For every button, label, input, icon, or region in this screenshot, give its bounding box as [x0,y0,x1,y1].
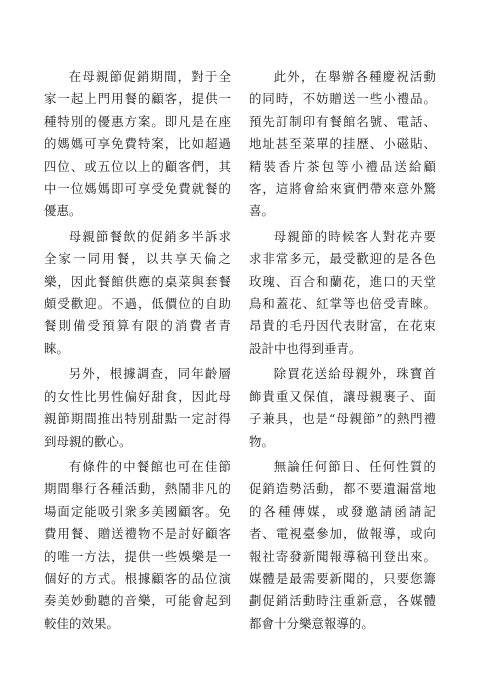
paragraph-events: 有條件的中餐館也可在佳節期間舉行各種活動，熱鬧非凡的場面定能吸引衆多美國顧客。免費用餐、贈送禮物不是討好顧客的唯一方法，提供一些娛樂是一個好的方式。根據顧客的品位演奏美妙動聽的音樂，可能會起到較佳的效果。 [44,458,231,631]
paragraph-desserts: 另外，根據調查，同年齡層的女性比男性偏好甜食，因此母親節期間推出特別甜點一定討得到母親的歡心。 [44,366,231,449]
paragraph-small-gifts: 此外，在舉辦各種慶祝活動的同時，不妨贈送一些小禮品。預先訂制印有餐館名號、電話、地址甚至菜單的挂歷、小磁貼、精裝香片茶包等小禮品送給顧客，這將會給來賓們帶來意外驚喜。 [249,69,436,219]
paragraph-flowers: 母親節的時候客人對花卉要求非常多元，最受歡迎的是各色玫瑰、百合和蘭花，進口的天堂鳥和蓋花、紅掌等也倍受青睞。昂貴的毛丹因代表財富，在花束設計中也得到垂青。 [249,228,436,356]
paragraph-jewelry: 除買花送給母親外，珠寶首飾貴重又保值，讓母親裹子、面子兼具，也是“母親節”的熱門禮物。 [249,366,436,449]
paragraph-family-dining: 母親節餐飲的促銷多半訴求全家一同用餐，以共享天倫之樂，因此餐館供應的桌菜與套餐頗受歡迎。不過，低價位的自助餐則備受預算有限的消費者青睞。 [44,228,231,356]
paragraph-media: 無論任何節日、任何性質的促銷造勢活動，都不要遺漏當地的各種傳媒，或發邀請函請記者、電視臺參加，做報導，或向報社寄發新聞報導稿刊登出來。媒體是最需要新聞的，只要您籌劃促銷活動時注重新意，各媒體都會十分樂意報導的。 [249,458,436,631]
paragraph-family-discount: 在母親節促銷期間，對于全家一起上門用餐的顧客，提供一種特別的優惠方案。即凡是在座的媽媽可享免費特案，比如超過四位、或五位以上的顧客們，其中一位媽媽即可享受免費就餐的優惠。 [44,69,231,219]
right-column [249,66,436,635]
left-column [44,66,231,635]
